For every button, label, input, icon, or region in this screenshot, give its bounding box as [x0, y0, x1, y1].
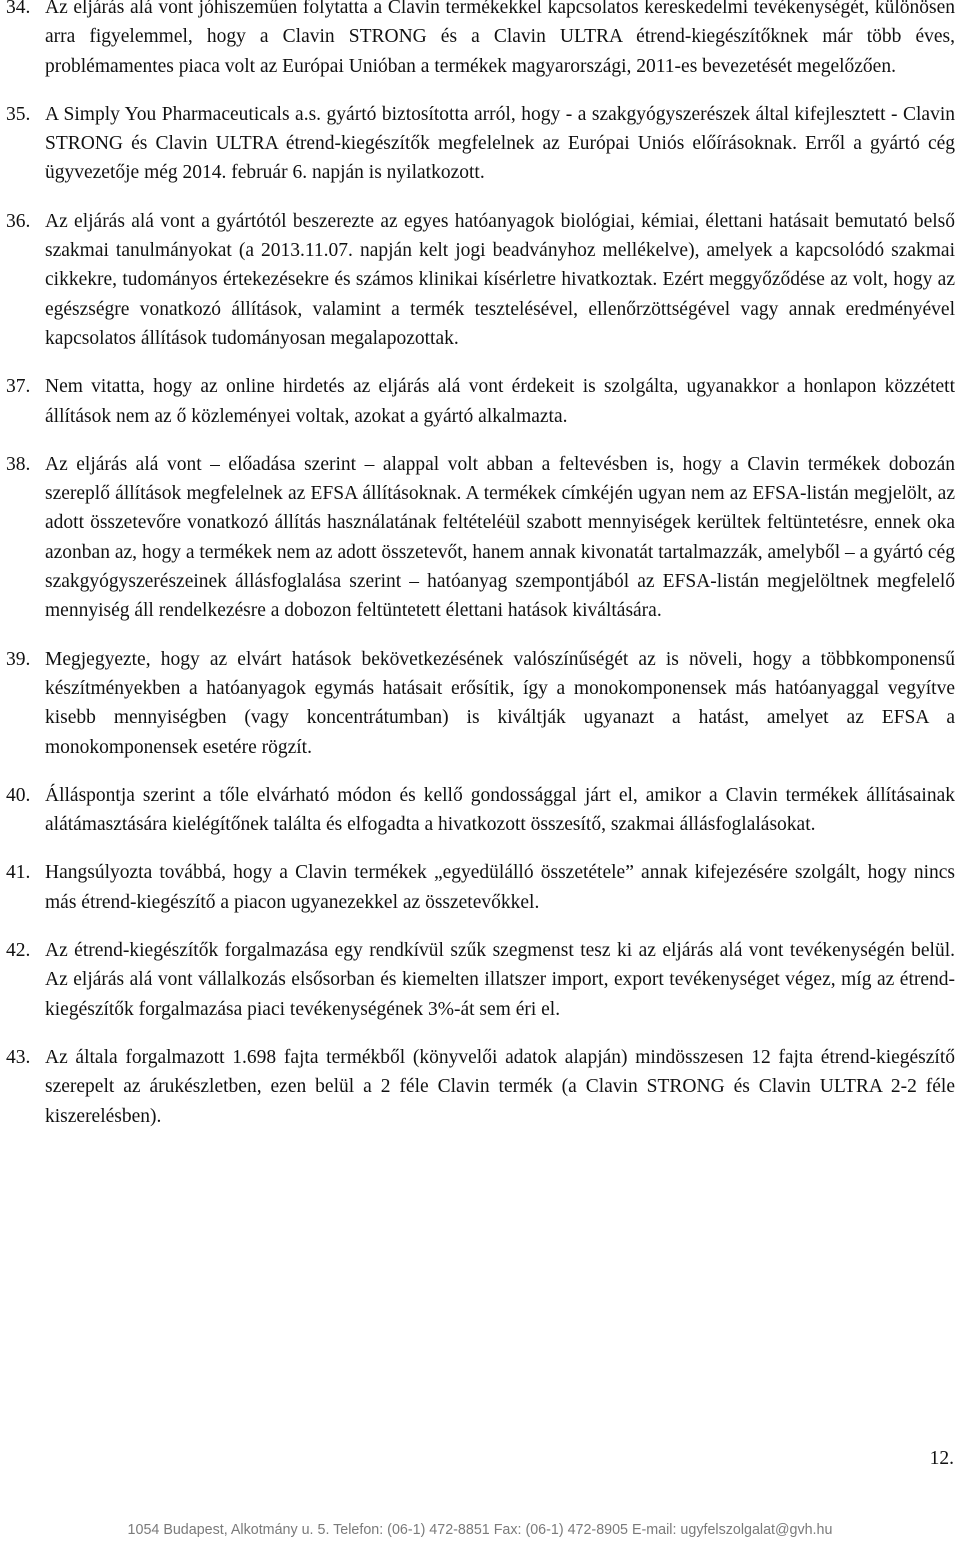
page-footer: 1054 Budapest, Alkotmány u. 5. Telefon: (06-1) 472-8851 Fax: (06-1) 472-8905 E-mail: ugyfelszolgalat@gvh.hu — [127, 1522, 833, 1538]
paragraph-number: 34. — [6, 0, 31, 18]
paragraph-43 — [0, 1043, 960, 1131]
paragraph-text: Hangsúlyozta továbbá, hogy a Clavin termékek „egyedülálló összetétele” annak kifejezésére szolgált, hogy nincs más étrend-kiegészítő a piacon ugyanezekkel az összetevőkkel. — [45, 862, 955, 913]
paragraph-text: Az eljárás alá vont a gyártótól beszerezte az egyes hatóanyagok biológiai, kémiai, élettani hatásait bemutató belső szakmai tanulmányokat (a 2013.11.07. napján kelt jogi beadványhoz mellékelve), amelyek a kapcsolódó szakmai cikkekre, tudományos értekezésekre és számos klinikai kísérletre hivatkoztak. Ezért meggyőződése az volt, hogy az egészségre vonatkozó állítások, valamint a termék tesztelésével, ellenőrzöttségével vagy annak eredményével kapcsolatos állítások tudományosan megalapozottak. — [45, 210, 955, 349]
paragraph-number: 39. — [6, 648, 31, 670]
paragraph-text: Az étrend-kiegészítők forgalmazása egy rendkívül szűk szegmenst tesz ki az eljárás alá vont tevékenységén belül. Az eljárás alá vont vállalkozás elsősorban és kiemelten illatszer import, export tevékenységet végez, míg az étrend-kiegészítők forgalmazása piaci tevékenységének 3%-át sem éri el. — [45, 940, 955, 1020]
paragraph-42 — [0, 936, 960, 1024]
paragraph-text: Nem vitatta, hogy az online hirdetés az eljárás alá vont érdekeit is szolgálta, ugyanakkor a honlapon közzétett állítások nem az ő közleményei voltak, azokat a gyártó alkalmazta. — [45, 376, 955, 427]
paragraph-number: 37. — [6, 376, 31, 398]
paragraph-35 — [0, 100, 960, 188]
paragraph-number: 40. — [6, 784, 31, 806]
paragraph-text: Az eljárás alá vont – előadása szerint – alappal volt abban a feltevésben is, hogy a Clavin termékek dobozán szereplő állítások megfelelnek az EFSA állításoknak. A termékek címkéjén ugyan nem az EFSA-listán megjelölt, az adott összetevőre vonatkozó állítás használatának feltételéül szabott mennyiségek kerültek feltüntetésre, ennek oka azonban az, hogy a termékek nem az adott összetevőt, hanem annak kivonatát tartalmazzák, amelyből – a gyártó cég szakgyógyszerészeinek állásfoglalása szerint – hatóanyag szempontjából az EFSA-listán megjelöltnek megfelelő mennyiség áll rendelkezésre a dobozon feltüntetett élettani hatások kiváltására. — [45, 453, 955, 622]
paragraph-text: A Simply You Pharmaceuticals a.s. gyártó biztosította arról, hogy - a szakgyógyszerészek által kifejlesztett - Clavin STRONG és Clavin ULTRA étrend-kiegészítők megfelelnek az Európai Uniós előírásoknak. Erről a gyártó cég ügyvezetője még 2014. február 6. napján is nyilatkozott. — [45, 103, 955, 184]
paragraph-number: 38. — [6, 453, 31, 475]
paragraph-text: Az általa forgalmazott 1.698 fajta termékből (könyvelői adatok alapján) mindösszesen 12 fajta étrend-kiegészítő szerepelt az árukészletben, ezen belül a 2 féle Clavin termék (a Clavin STRONG és Clavin ULTRA 2-2 féle kiszerelésben). — [45, 1046, 955, 1127]
paragraph-number: 36. — [6, 210, 31, 232]
page-number: 12. — [929, 1448, 954, 1469]
paragraph-number: 35. — [6, 103, 31, 125]
paragraph-text: Megjegyezte, hogy az elvárt hatások bekövetkezésének valószínűségét az is növeli, hogy a többkomponensű készítményekben a hatóanyagok egymás hatásait erősítik, így a monokomponensek más hatóanyaggal vegyítve kisebb mennyiségben (vagy koncentrátumban) is kiváltják ugyanazt a hatást, amelyet az EFSA a monokomponensek esetére rögzít. — [45, 648, 955, 758]
paragraph-39 — [0, 645, 960, 762]
paragraph-number: 43. — [6, 1046, 31, 1068]
paragraph-37 — [0, 372, 960, 431]
paragraph-text: Az eljárás alá vont jóhiszeműen folytatta a Clavin termékekkel kapcsolatos kereskedelmi tevékenységét, különösen arra figyelemmel, hogy a Clavin STRONG és a Clavin ULTRA étrend-kiegészítőknek már több éves, problémamentes piaca volt az Európai Unióban a termékek magyarországi, 2011-es bevezetését megelőzően. — [45, 0, 955, 77]
paragraph-34 — [0, 0, 960, 81]
paragraph-41 — [0, 858, 960, 917]
paragraph-40 — [0, 781, 960, 840]
paragraph-number: 41. — [6, 862, 31, 884]
paragraph-36 — [0, 207, 960, 353]
paragraph-number: 42. — [6, 940, 31, 962]
paragraph-38 — [0, 450, 960, 626]
paragraph-text: Álláspontja szerint a tőle elvárható módon és kellő gondossággal járt el, amikor a Clavin termékek állításainak alátámasztására kielégítőnek találta és elfogadta a hivatkozott összesítő, szakmai állásfoglalásokat. — [45, 784, 955, 836]
